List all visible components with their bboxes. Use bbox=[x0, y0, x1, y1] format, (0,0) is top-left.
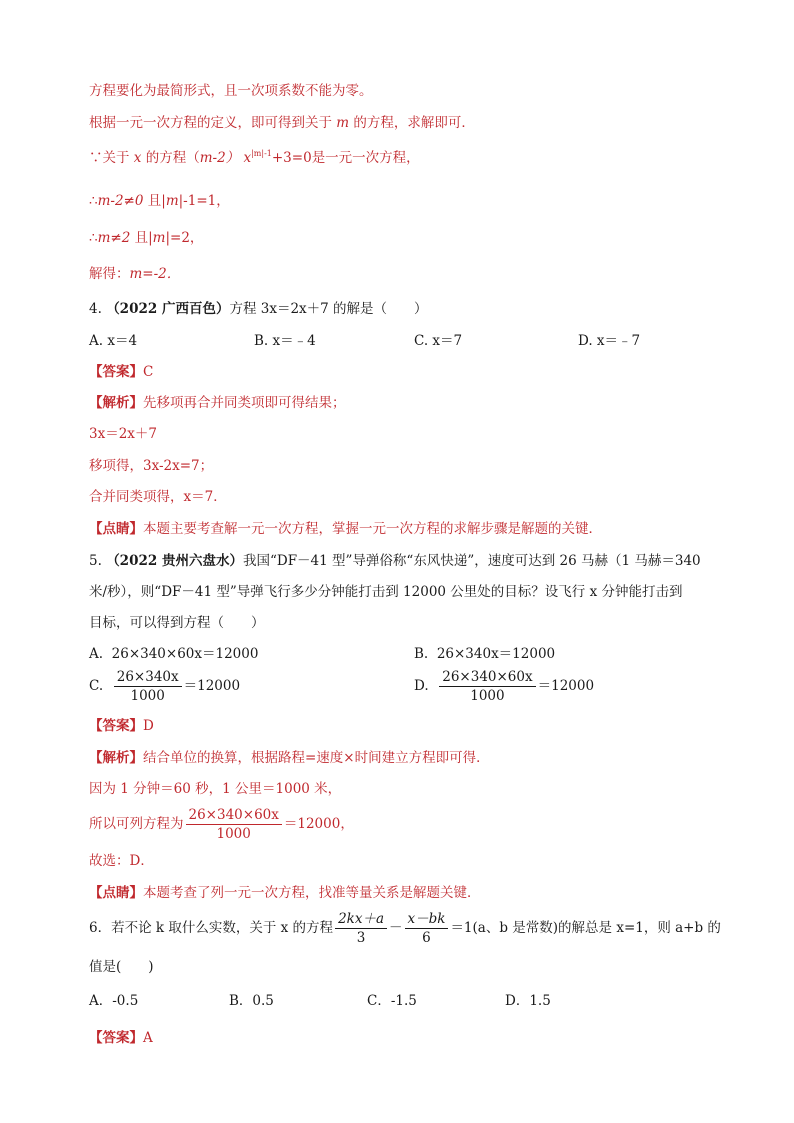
text-line: 方程要化为最简形式，且一次项系数不能为零。 bbox=[89, 83, 373, 99]
fraction: $\frac{26\times 340\times 60x}{1000}$ bbox=[439, 669, 535, 704]
q4-option-c: C. x＝7 bbox=[414, 333, 463, 349]
q6-option-a: A．-0.5 bbox=[89, 993, 139, 1009]
q6-option-b: B．0.5 bbox=[229, 993, 274, 1009]
text-line: ∴m≠2 且|m|=2， bbox=[89, 230, 204, 246]
q6-option-d: D．1.5 bbox=[505, 993, 551, 1009]
q5-comment: 【点睛】本题考查了列一元一次方程，找准等量关系是解题关键． bbox=[89, 885, 481, 901]
q4-step: 合并同类项得，x＝7． bbox=[89, 489, 227, 505]
q4-answer: 【答案】C bbox=[89, 364, 154, 380]
q4-analysis: 【解析】先移项再合并同类项即可得结果； bbox=[89, 395, 346, 411]
q4-comment: 【点睛】本题主要考查解一元一次方程，掌握一元一次方程的求解步骤是解题的关键． bbox=[89, 521, 602, 537]
question-5-stem: 目标，可以得到方程（ ） bbox=[89, 615, 265, 631]
q5-choose: 故选：D． bbox=[89, 853, 154, 869]
fraction: $\frac{x-bk}{6}$ bbox=[405, 911, 449, 946]
q5-answer: 【答案】D bbox=[89, 718, 154, 734]
question-6-stem: 6．若不论 k 取什么实数，关于 x 的方程 $\frac{2kx+a}{3}$ － $\frac{x-bk}{6}$ ＝1(a、b 是常数)的解总是 x=1，则 a+b 的 bbox=[89, 911, 721, 946]
fraction: $\frac{2kx+a}{3}$ bbox=[335, 911, 387, 946]
question-4-stem: 4. （2022 广西百色）方程 3x＝2x＋7 的解是（ ） bbox=[89, 301, 428, 317]
text-line: 解得：m=-2． bbox=[89, 266, 181, 282]
q4-step: 移项得，3x-2x=7； bbox=[89, 458, 214, 474]
question-5-stem: 5. （2022 贵州六盘水）我国“DF－41 型”导弹俗称“东风快递”，速度可达到 26 马赫（1 马赫＝340 bbox=[89, 553, 701, 569]
q5-reason: 因为 1 分钟＝60 秒，1 公里＝1000 米， bbox=[89, 781, 342, 797]
q4-option-b: B. x＝﹣4 bbox=[254, 333, 316, 349]
question-5-stem: 米/秒），则“DF－41 型”导弹飞行多少分钟能打击到 12000 公里处的目标？设飞行 x 分钟能打击到 bbox=[89, 584, 683, 600]
q5-option-b: B. 26×340x＝12000 bbox=[414, 646, 556, 662]
q5-option-c: C. $\frac{26\times 340x}{1000}$ ＝12000 bbox=[89, 669, 241, 704]
q6-answer: 【答案】A bbox=[89, 1030, 153, 1046]
q5-analysis: 【解析】结合单位的换算，根据路程=速度×时间建立方程即可得． bbox=[89, 750, 490, 766]
fraction: $\frac{26\times 340x}{1000}$ bbox=[114, 669, 182, 704]
q4-option-d: D. x＝﹣7 bbox=[578, 333, 641, 349]
text-line: 根据一元一次方程的定义，即可得到关于 m 的方程，求解即可． bbox=[89, 115, 475, 131]
question-6-stem: 值是( ) bbox=[89, 959, 154, 975]
q6-option-c: C．-1.5 bbox=[367, 993, 417, 1009]
fraction: $\frac{26\times 340\times 60x}{1000}$ bbox=[186, 807, 282, 842]
q5-equation: 所以可列方程为 $\frac{26\times 340\times 60x}{1000}$ ＝12000， bbox=[89, 807, 354, 842]
q4-option-a: A. x＝4 bbox=[89, 333, 138, 349]
q5-option-a: A. 26×340×60x＝12000 bbox=[89, 646, 259, 662]
q5-option-d: D. $\frac{26\times 340\times 60x}{1000}$ ＝12000 bbox=[414, 669, 595, 704]
text-line: ∴m-2≠0 且|m|-1=1， bbox=[89, 193, 230, 209]
q4-step: 3x＝2x＋7 bbox=[89, 426, 157, 442]
text-line: ∵关于 x 的方程（m-2） $x^{|m|-1}+3=0$是一元一次方程， bbox=[89, 149, 420, 166]
